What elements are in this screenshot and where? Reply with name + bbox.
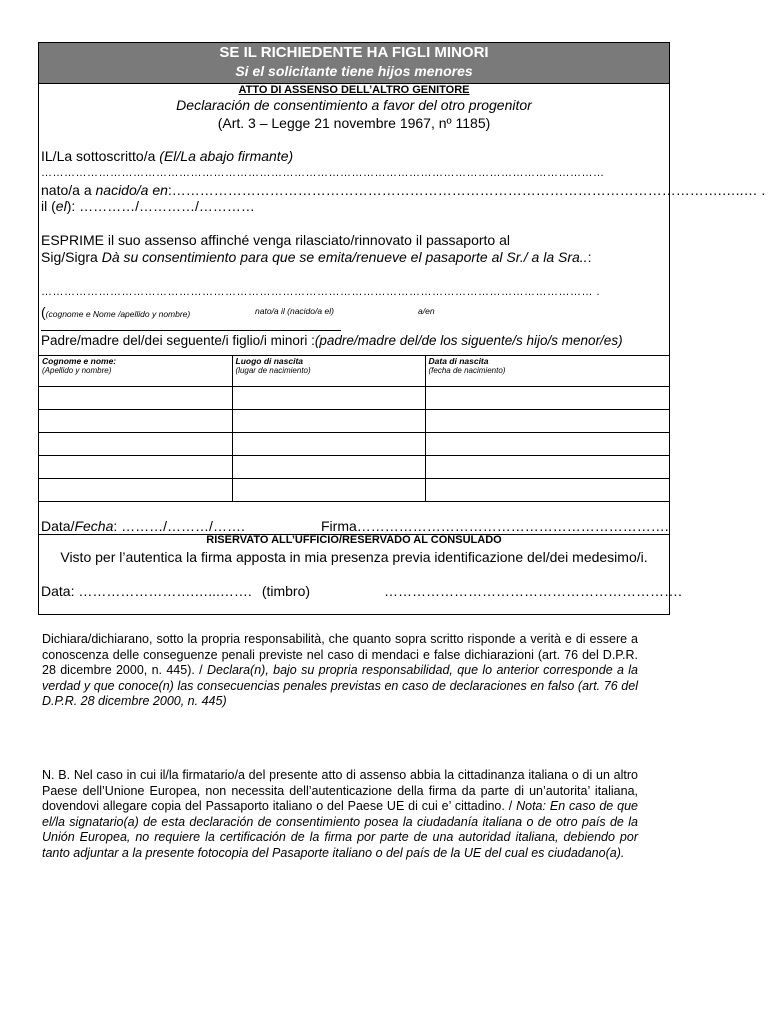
table-cell[interactable]	[232, 456, 425, 479]
col-header-name: Cognome e nome: (Apellido y nombre)	[39, 356, 232, 387]
birthplace-field[interactable]: nato/a a nacido/a en:……………………………………………………………………………………………………….…..… .	[41, 182, 766, 198]
consent-subtitle: Declaración de consentimiento a favor del otro progenitor	[176, 97, 532, 113]
col-header-birthplace: Luogo di nascita (lugar de nacimiento)	[232, 356, 425, 387]
reserved-office-title: RISERVATO ALL’UFFICIO/RESERVADO AL CONSULADO	[206, 534, 502, 546]
table-row	[39, 387, 669, 410]
express-consent-line: ESPRIME il suo assenso affinché venga rilasciato/rinnovato il passaporto al	[41, 232, 510, 248]
birthdate-field[interactable]: il (el): …………/…………/…………	[41, 198, 255, 214]
table-cell[interactable]	[425, 456, 669, 479]
header-title: SE IL RICHIEDENTE HA FIGLI MINORI	[219, 44, 489, 61]
table-cell[interactable]	[232, 479, 425, 502]
table-row	[39, 456, 669, 479]
table-row	[39, 433, 669, 456]
col-header-birthdate: Data di nascita (fecha de nacimiento)	[425, 356, 669, 387]
signature-field[interactable]: Firma………………………………………………………….	[321, 518, 669, 534]
parent-of-line: Padre/madre del/dei seguente/i figlio/i minori :(padre/madre del/de los siguente/s hijo/s menor/es)	[41, 333, 623, 348]
consent-title: ATTO DI ASSENSO DELL’ALTRO GENITORE	[238, 84, 470, 96]
table-cell[interactable]	[425, 410, 669, 433]
table-cell[interactable]	[232, 410, 425, 433]
table-row	[39, 479, 669, 502]
table-row	[39, 410, 669, 433]
header-subtitle: Si el solicitante tiene hijos menores	[235, 63, 473, 79]
table-cell[interactable]	[425, 479, 669, 502]
office-date-field[interactable]: Data: …………………….…...……. (timbro)	[41, 583, 311, 599]
children-table	[39, 355, 669, 502]
note-paragraph: N. B. Nel caso in cui il/la firmatario/a del presente atto di assenso abbia la cittadinanza italiana o di un altro Paese dell’Unione Europea, non necessita dell’autenticazione della firma da parte di un’autorita’ italiana, dovendovi allegare copia del Passaporto italiano o del Paese UE di cui e’ cittadino. / Nota: En caso de que el/la signatario(a) de esta declaración de consentimiento posea la ciudadanía italiana o de otro país de la Unión Europea, no requiere la certificación de la firma por parte de una autoridad italiana, debiendo por tanto adjuntar a la presente fotocopia del Pasaporte italiano o del país de la UE del cual es ciudadano(a).	[42, 768, 638, 860]
recipient-underline	[41, 330, 341, 331]
form-header	[39, 43, 669, 84]
recipient-field[interactable]: ……………………………………………………………………………………………………………………………… .	[41, 286, 601, 298]
table-cell[interactable]	[425, 433, 669, 456]
table-cell[interactable]	[39, 456, 232, 479]
recipient-label-place: a/en	[418, 306, 435, 316]
table-cell[interactable]	[232, 387, 425, 410]
table-cell[interactable]	[39, 387, 232, 410]
stamp-label: (timbro)	[261, 583, 311, 599]
signature-date-field[interactable]: Data/Fecha: ………/………/…….	[41, 518, 245, 534]
recipient-label-name: ((cognome e Nome /apellido y nombre)	[41, 304, 191, 320]
table-cell[interactable]	[39, 410, 232, 433]
law-reference: (Art. 3 – Legge 21 novembre 1967, nº 1185)	[217, 115, 491, 131]
official-signature-field[interactable]: ……………………………………………………….	[384, 583, 682, 599]
undersigned-name-field[interactable]: …………………………………………………………………………………………………………………………………	[41, 167, 605, 179]
table-cell[interactable]	[39, 479, 232, 502]
recipient-label-birthdate: nato/a il (nacido/a el)	[255, 306, 334, 316]
consent-form-box	[38, 42, 766, 615]
undersigned-label: IL/La sottoscritto/a (El/La abajo firmante)	[41, 148, 294, 164]
express-consent-line-es: Sig/Sigra Dà su consentimiento para que se emita/renueve el pasaporte al Sr./ a la Sra..:	[41, 249, 592, 265]
table-header-row	[39, 356, 669, 387]
declaration-paragraph: Dichiara/dichiarano, sotto la propria responsabilità, che quanto sopra scritto risponde a verità e di essere a conoscenza delle conseguenze penali previste nel caso di mendaci e false dichiarazioni (art. 76 del D.P.R. 28 dicembre 2000, n. 445). / Declara(n), bajo su propria responsabilidad, que lo anterior corresponde a la verdad y que conoce(n) las consecuencias penales previstas en caso de declaraciones en falso (art. 76 del D.P.R. 28 dicembre 2000, n. 445)	[42, 632, 639, 708]
table-cell[interactable]	[39, 433, 232, 456]
authentication-text: Visto per l’autentica la firma apposta in mia presenza previa identificazione del/dei medesimo/i.	[60, 549, 648, 565]
table-cell[interactable]	[232, 433, 425, 456]
table-cell[interactable]	[425, 387, 669, 410]
